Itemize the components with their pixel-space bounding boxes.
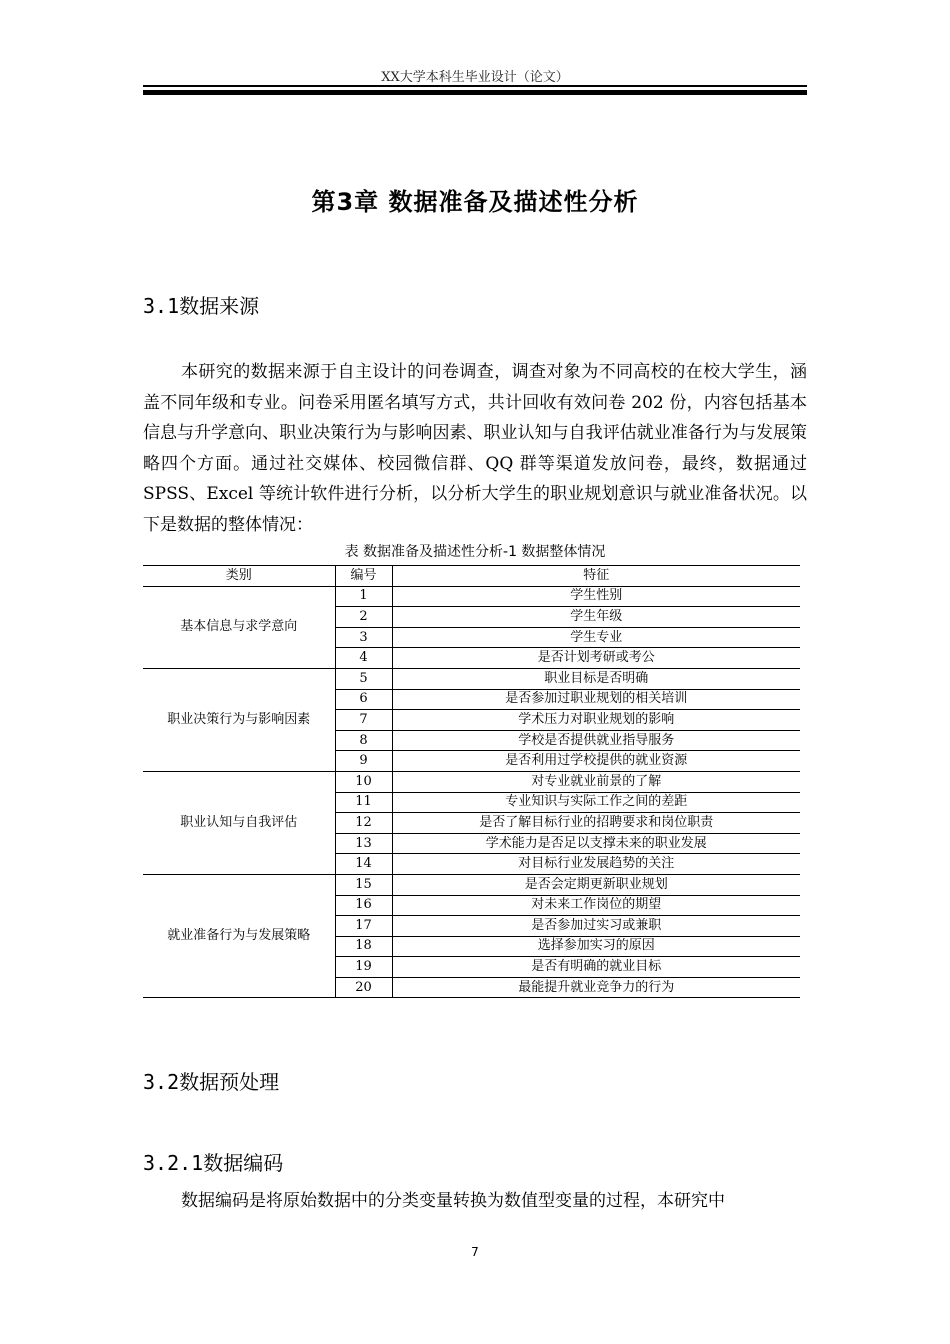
section-heading-3-2: 3.2数据预处理 [143,1070,280,1094]
number-cell: 16 [335,895,392,916]
running-header: XX大学本科生毕业设计（论文） [381,70,569,85]
number-cell: 18 [335,936,392,957]
table-header-row [143,566,800,587]
header-rule-thin [143,85,807,87]
number-cell: 2 [335,607,392,628]
header-rule-thick [143,90,807,95]
feature-cell: 对专业就业前景的了解 [392,771,800,792]
number-cell: 9 [335,751,392,772]
feature-cell: 学校是否提供就业指导服务 [392,730,800,751]
feature-cell: 是否利用过学校提供的就业资源 [392,751,800,772]
header-number: 编号 [335,566,392,587]
feature-cell: 最能提升就业竞争力的行为 [392,977,800,998]
feature-cell: 学生性别 [392,586,800,607]
page-number: 7 [471,1245,479,1259]
number-cell: 10 [335,771,392,792]
number-cell: 20 [335,977,392,998]
number-cell: 4 [335,648,392,669]
feature-cell: 学术能力是否足以支撑未来的职业发展 [392,833,800,854]
feature-cell: 对目标行业发展趋势的关注 [392,854,800,875]
feature-cell: 学术压力对职业规划的影响 [392,710,800,731]
number-cell: 7 [335,710,392,731]
chapter-title: 第3章 数据准备及描述性分析 [311,188,639,216]
feature-cell: 学生专业 [392,627,800,648]
feature-cell: 选择参加实习的原因 [392,936,800,957]
feature-cell: 是否参加过职业规划的相关培训 [392,689,800,710]
category-cell: 基本信息与求学意向 [143,586,335,668]
number-cell: 6 [335,689,392,710]
feature-cell: 对未来工作岗位的期望 [392,895,800,916]
feature-cell: 专业知识与实际工作之间的差距 [392,792,800,813]
table-row [143,668,800,689]
number-cell: 15 [335,874,392,895]
number-cell: 8 [335,730,392,751]
category-cell: 职业决策行为与影响因素 [143,668,335,771]
number-cell: 12 [335,813,392,834]
category-cell: 就业准备行为与发展策略 [143,874,335,998]
table-row [143,771,800,792]
table-caption: 表 数据准备及描述性分析-1 数据整体情况 [344,544,606,560]
header-feature: 特征 [392,566,800,587]
section-heading-3-1: 3.1数据来源 [143,294,260,318]
table-row [143,874,800,895]
number-cell: 3 [335,627,392,648]
feature-cell: 职业目标是否明确 [392,668,800,689]
number-cell: 13 [335,833,392,854]
number-cell: 14 [335,854,392,875]
feature-cell: 是否会定期更新职业规划 [392,874,800,895]
feature-cell: 是否计划考研或考公 [392,648,800,669]
number-cell: 1 [335,586,392,607]
feature-cell: 是否了解目标行业的招聘要求和岗位职责 [392,813,800,834]
feature-cell: 是否参加过实习或兼职 [392,916,800,937]
category-cell: 职业认知与自我评估 [143,771,335,874]
feature-cell: 是否有明确的就业目标 [392,957,800,978]
table-row [143,586,800,607]
section-heading-3-2-1: 3.2.1数据编码 [143,1151,284,1175]
number-cell: 5 [335,668,392,689]
number-cell: 17 [335,916,392,937]
number-cell: 19 [335,957,392,978]
section-3-1-paragraph: 本研究的数据来源于自主设计的问卷调查，调查对象为不同高校的在校大学生，涵盖不同年级和专业。问卷采用匿名填写方式，共计回收有效问卷 202 份，内容包括基本信息与升学意向、职业决策行为与影响因素、职业认知与自我评估就业准备行为与发展策略四个方面。通过社交媒体、校园微信群、QQ 群等渠道发放问卷，最终，数据通过 SPSS、Excel 等统计软件进行分析，以分析大学生的职业规划意识与就业准备状况。以下是数据的整体情况： [143,362,807,535]
data-overview-table [143,565,800,998]
section-3-2-1-paragraph: 数据编码是将原始数据中的分类变量转换为数值型变量的过程，本研究中 [181,1191,725,1211]
feature-cell: 学生年级 [392,607,800,628]
header-category: 类别 [143,566,335,587]
number-cell: 11 [335,792,392,813]
